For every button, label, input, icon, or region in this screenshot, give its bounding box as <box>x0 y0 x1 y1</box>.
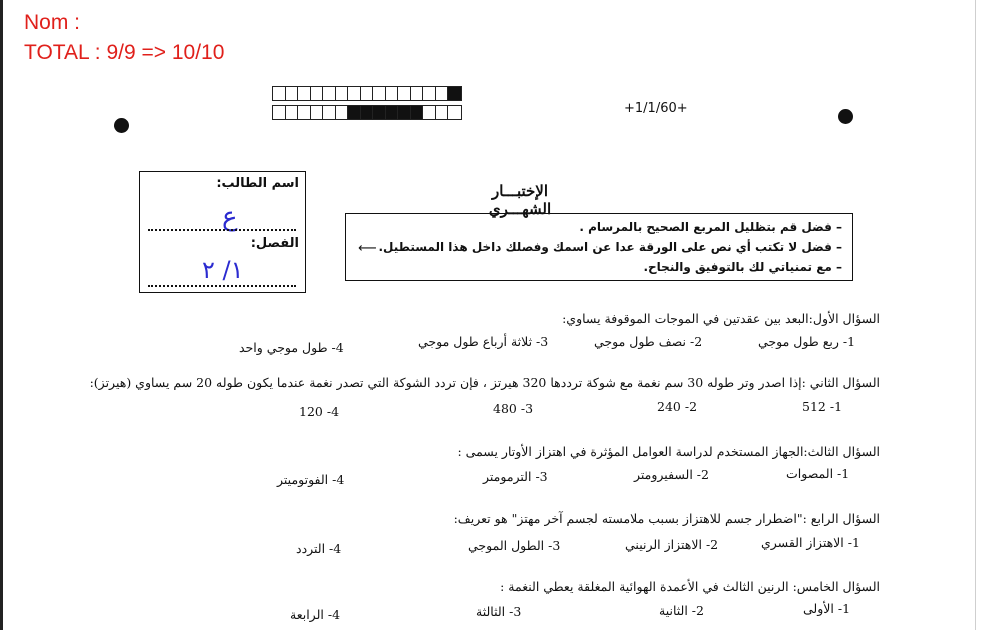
id-grid-cell <box>323 106 336 119</box>
id-grid-cell <box>273 106 286 119</box>
question-3-text: السؤال الثالث:الجهاز المستخدم لدراسة العوامل المؤثرة في اهتزاز الأوتار يسمى : <box>457 444 880 459</box>
question-2-option-3: 3- 480 <box>493 401 534 416</box>
question-2-option-2: 2- 240 <box>657 399 698 414</box>
question-3-option-2: 2- السفيرومتر <box>634 467 709 482</box>
id-grid-cell <box>361 87 374 100</box>
question-4-text: السؤال الرابع :"اضطرار جسم للاهتزاز بسبب ملامسته لجسم آخر مهتز" هو تعريف: <box>453 511 880 526</box>
question-2-option-1: 1- 512 <box>802 399 843 414</box>
question-4-option-2: 2- الاهتزاز الرنيني <box>625 537 719 552</box>
grade-total: TOTAL : 9/9 => 10/10 <box>24 41 225 64</box>
student-name-handwriting: ع <box>222 202 238 232</box>
instruction-line: – مع تمنياتي لك بالتوفيق والنجاح. <box>643 260 842 274</box>
id-grid-cell <box>436 87 449 100</box>
id-grid-cell <box>286 87 299 100</box>
id-grid-cell <box>323 87 336 100</box>
id-grid-cell <box>411 106 424 119</box>
question-3-option-4: 4- الفوتوميتر <box>277 472 345 487</box>
grade-name-label: Nom : <box>24 11 81 34</box>
id-grid-cell <box>361 106 374 119</box>
id-grid-cell <box>386 87 399 100</box>
question-2-option-4: 4- 120 <box>299 404 340 419</box>
name-dotted-line <box>148 229 296 231</box>
question-4-option-3: 3- الطول الموجي <box>468 538 561 553</box>
id-grid-cell <box>373 106 386 119</box>
id-grid-cell <box>398 106 411 119</box>
instruction-line: – فضل قم بتظليل المربع الصحيح بالمرسام . <box>579 220 842 234</box>
question-4-option-1: 1- الاهتزاز القسري <box>761 535 860 550</box>
question-4-option-4: 4- التردد <box>296 541 342 556</box>
id-grid-cell <box>411 87 424 100</box>
id-grid-cell <box>311 106 324 119</box>
id-grid-cell <box>386 106 399 119</box>
id-grid-cell <box>298 87 311 100</box>
question-5-option-4: 4- الرابعة <box>290 607 341 622</box>
id-grid-cell <box>423 87 436 100</box>
question-5-option-1: 1- الأولى <box>803 601 851 616</box>
question-2-text: السؤال الثاني :إذا اصدر وتر طوله 30 سم نغمة مع شوكة ترددها 320 هيرتز ، فإن تردد الشوكة التي تصدر نغمة عندما يكون طوله 20 سم يساوي (هيرتز): <box>89 375 880 390</box>
question-1-option-2: 2- نصف طول موجي <box>594 334 703 349</box>
id-grid-row-1 <box>272 86 462 101</box>
question-1-text: السؤال الأول:البعد بين عقدتين في الموجات الموقوفة يساوي: <box>562 311 880 326</box>
id-grid-cell <box>298 106 311 119</box>
id-grid-cell <box>448 87 461 100</box>
class-dotted-line <box>148 285 296 287</box>
student-info-box <box>139 171 306 293</box>
question-3-option-1: 1- المصوات <box>786 466 850 481</box>
arrow-left-icon: ⟵ <box>358 241 377 256</box>
question-5-text: السؤال الخامس: الرنين الثالث في الأعمدة الهوائية المغلقة يعطي النغمة : <box>500 579 880 594</box>
instruction-line: – فضل لا تكتب أي نص على الورقة عدا عن اسمك وفصلك داخل هذا المستطيل. <box>378 240 842 254</box>
question-5-option-3: 3- الثالثة <box>476 604 522 619</box>
id-grid-cell <box>336 106 349 119</box>
id-grid-cell <box>348 87 361 100</box>
id-grid-cell <box>423 106 436 119</box>
question-1-option-3: 3- ثلاثة أرباع طول موجي <box>418 334 549 349</box>
scan-edge-right <box>975 0 976 630</box>
exam-title: الإختبـــار الشهـــري <box>488 182 552 218</box>
scan-edge-left <box>0 0 3 630</box>
question-3-option-3: 3- الترمومتر <box>483 469 548 484</box>
id-grid-cell <box>373 87 386 100</box>
id-grid-cell <box>436 106 449 119</box>
student-class-handwriting: ١/ ٢ <box>202 256 244 284</box>
id-grid-cell <box>336 87 349 100</box>
question-1-option-1: 1- ربع طول موجي <box>758 334 856 349</box>
question-5-option-2: 2- الثانية <box>659 603 704 618</box>
registration-mark-right <box>838 109 853 124</box>
student-name-label: اسم الطالب: <box>216 176 299 191</box>
student-class-label: الفصل: <box>250 236 299 251</box>
id-grid-row-2 <box>272 105 462 120</box>
id-grid-cell <box>286 106 299 119</box>
id-grid-cell <box>448 106 461 119</box>
id-grid-cell <box>398 87 411 100</box>
instructions-box <box>345 213 853 281</box>
registration-mark-left <box>114 118 129 133</box>
exam-code: +1/1/60+ <box>624 101 688 116</box>
question-1-option-4: 4- طول موجي واحد <box>239 340 344 355</box>
id-grid-cell <box>348 106 361 119</box>
id-grid-cell <box>311 87 324 100</box>
id-grid-cell <box>273 87 286 100</box>
